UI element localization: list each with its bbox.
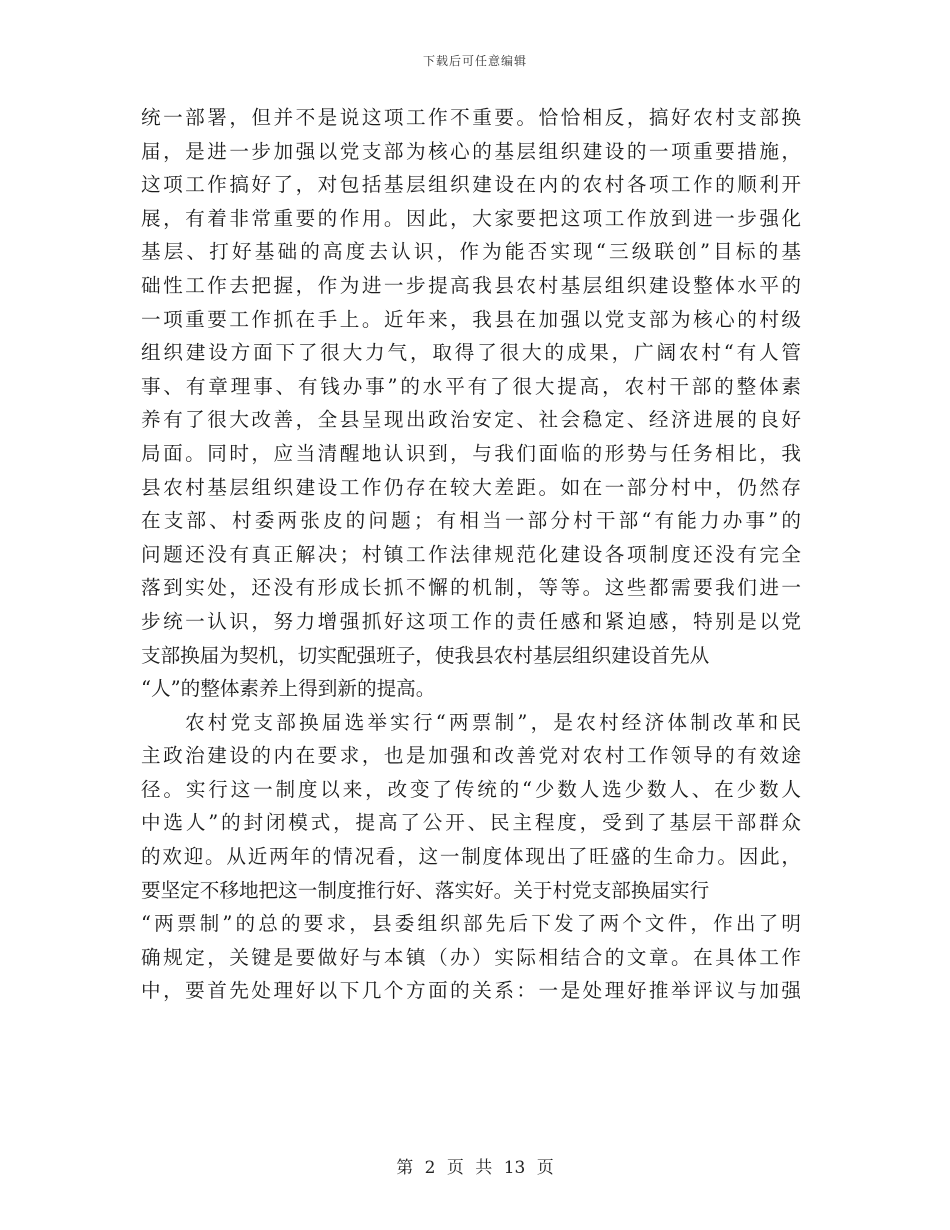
text-line: 组织建设方面下了很大力气，取得了很大的成果，广阔农村“有人管 [141,341,801,365]
text-line: 落到实处，还没有形成长抓不懈的机制，等等。这些都需要我们进一 [141,576,801,600]
paragraph-1 [141,101,801,706]
document-body [141,101,801,1008]
text-line: 支部换届为契机，切实配强班子，使我县农村基层组织建设首先从 [141,643,710,667]
text-line: 展，有着非常重要的作用。因此，大家要把这项工作放到进一步强化 [141,206,801,230]
paragraph-2 [141,706,801,1008]
text-line: 确规定，关键是要做好与本镇（办）实际相结合的文章。在具体工作 [141,945,801,969]
text-line: 础性工作去把握，作为进一步提高我县农村基层组织建设整体水平的 [141,273,801,297]
text-line: 中，要首先处理好以下几个方面的关系：一是处理好推举评议与加强 [141,979,801,1003]
text-line: 局面。同时，应当清醒地认识到，与我们面临的形势与任务相比，我 [141,441,801,465]
text-line: 的欢迎。从近两年的情况看，这一制度体现出了旺盛的生命力。因此， [141,845,801,869]
text-line: 这项工作搞好了，对包括基层组织建设在内的农村各项工作的顺利开 [141,173,801,197]
text-line: 养有了很大改善，全县呈现出政治安定、社会稳定、经济进展的良好 [141,408,801,432]
text-line: 中选人”的封闭模式，提高了公开、民主程度，受到了基层干部群众 [141,811,801,835]
text-line: “两票制”的总的要求，县委组织部先后下发了两个文件，作出了明 [141,912,801,936]
text-line: 事、有章理事、有钱办事”的水平有了很大提高，农村干部的整体素 [141,374,801,398]
text-line: 县农村基层组织建设工作仍存在较大差距。如在一部分村中，仍然存 [141,475,801,499]
text-line: 径。实行这一制度以来，改变了传统的“少数人选少数人、在少数人 [141,777,801,801]
text-line: 问题还没有真正解决；村镇工作法律规范化建设各项制度还没有完全 [141,542,801,566]
text-line: 一项重要工作抓在手上。近年来，我县在加强以党支部为核心的村级 [141,307,801,331]
text-line: 在支部、村委两张皮的问题；有相当一部分村干部“有能力办事”的 [141,509,801,533]
text-line: 步统一认识，努力增强抓好这项工作的责任感和紧迫感，特别是以党 [141,609,801,633]
text-line: 要坚定不移地把这一制度推行好、落实好。关于村党支部换届实行 [141,878,710,902]
text-line: 统一部署，但并不是说这项工作不重要。恰恰相反，搞好农村支部换 [141,106,801,129]
text-line: 届，是进一步加强以党支部为核心的基层组织建设的一项重要措施， [141,139,801,163]
page-header-note: 下载后可任意编辑 [422,54,527,68]
text-line: 农村党支部换届选举实行“两票制”，是农村经济体制改革和民 [185,710,801,734]
page-number: 第 2 页 共 13 页 [396,1158,554,1178]
text-line: 主政治建设的内在要求，也是加强和改善党对农村工作领导的有效途 [141,744,801,768]
text-line: 基层、打好基础的高度去认识，作为能否实现“三级联创”目标的基 [141,240,801,264]
text-line: “人”的整体素养上得到新的提高。 [141,677,436,701]
